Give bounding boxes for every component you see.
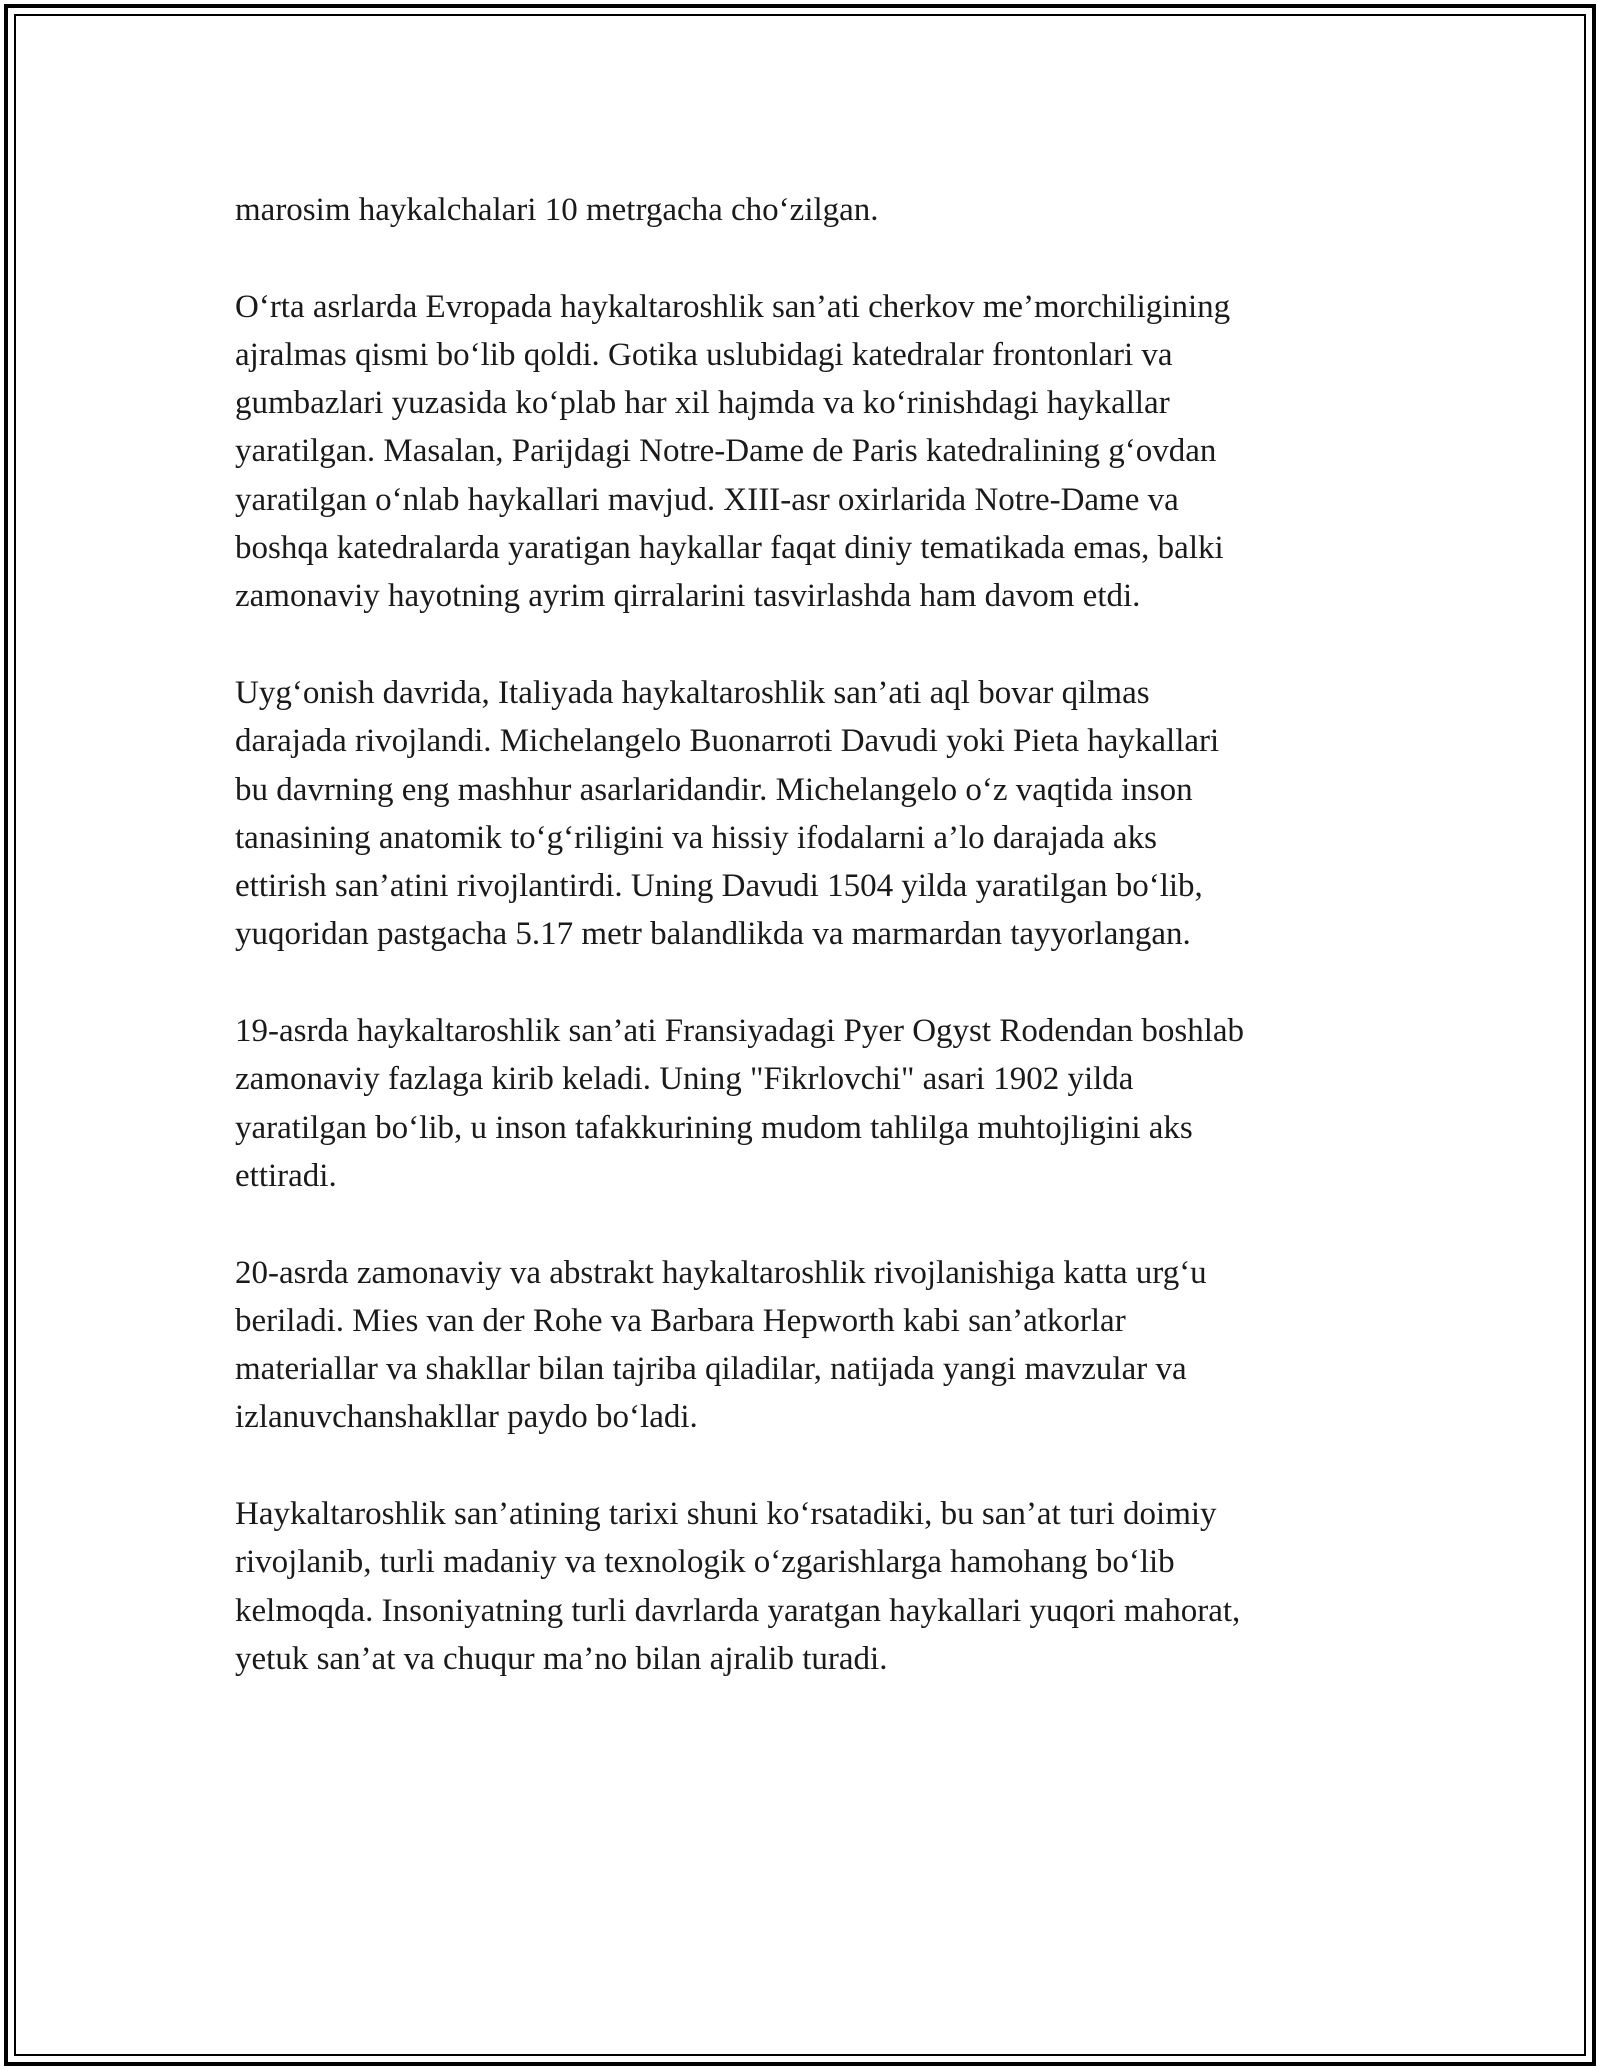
paragraph: [235, 186, 1375, 234]
text-line: marosim haykalchalari 10 metrgacha cho‘zilgan.: [235, 192, 879, 228]
text-line: O‘rta asrlarda Evropada haykaltaroshlik san’ati cherkov me’morchiligining: [235, 288, 1231, 325]
text-line: darajada rivojlandi. Michelangelo Buonarroti Davudi yoki Pieta haykallari: [235, 723, 1220, 760]
text-line: yaratilgan. Masalan, Parijdagi Notre-Dame de Paris katedralining g‘ovdan: [235, 433, 1217, 470]
paragraph: [235, 1007, 1375, 1200]
text-line: tanasining anatomik to‘g‘riligini va hissiy ifodalarni a’lo darajada aks: [235, 819, 1157, 856]
text-line: Uyg‘onish davrida, Italiyada haykaltaroshlik san’ati aql bovar qilmas: [235, 674, 1150, 711]
text-line: beriladi. Mies van der Rohe va Barbara Hepworth kabi san’atkorlar: [235, 1302, 1126, 1339]
text-line: ajralmas qismi bo‘lib qoldi. Gotika uslubidagi katedralar frontonlari va: [235, 336, 1173, 373]
text-line: bu davrning eng mashhur asarlaridandir. Michelangelo o‘z vaqtida inson: [235, 771, 1193, 808]
text-line: ettirish san’atini rivojlantirdi. Uning Davudi 1504 yilda yaratilgan bo‘lib,: [235, 868, 1203, 905]
text-line: izlanuvchanshakllar paydo bo‘ladi.: [235, 1399, 698, 1436]
text-line: boshqa katedralarda yaratigan haykallar faqat diniy tematikada emas, balki: [235, 530, 1224, 567]
text-line: yaratilgan bo‘lib, u inson tafakkurining mudom tahlilga muhtojligini aks: [235, 1109, 1193, 1146]
text-line: kelmoqda. Insoniyatning turli davrlarda yaratgan haykallari yuqori mahorat,: [235, 1592, 1241, 1629]
text-line: 19-asrda haykaltaroshlik san’ati Fransiyadagi Pyer Ogyst Rodendan boshlab: [235, 1013, 1245, 1050]
text-line: zamonaviy fazlaga kirib keladi. Uning "Fikrlovchi" asari 1902 yilda: [235, 1061, 1134, 1098]
text-line: Haykaltaroshlik san’atining tarixi shuni ko‘rsatadiki, bu san’at turi doimiy: [235, 1496, 1217, 1533]
text-line: yaratilgan o‘nlab haykallari mavjud. XIII-asr oxirlarida Notre-Dame va: [235, 481, 1179, 518]
document-body: [235, 186, 1375, 1732]
text-line: zamonaviy hayotning ayrim qirralarini tasvirlashda ham davom etdi.: [235, 578, 1141, 615]
paragraph: [235, 283, 1375, 621]
text-line: yuqoridan pastgacha 5.17 metr balandlikda va marmardan tayyorlangan.: [235, 916, 1191, 953]
text-line: yetuk san’at va chuqur ma’no bilan ajralib turadi.: [235, 1640, 888, 1677]
paragraph: [235, 1249, 1375, 1442]
text-line: ettiradi.: [235, 1157, 337, 1194]
paragraph: [235, 669, 1375, 959]
text-line: gumbazlari yuzasida ko‘plab har xil hajmda va ko‘rinishdagi haykallar: [235, 385, 1170, 422]
text-line: 20-asrda zamonaviy va abstrakt haykaltaroshlik rivojlanishiga katta urg‘u: [235, 1254, 1207, 1291]
paragraph: [235, 1490, 1375, 1683]
text-line: materiallar va shakllar bilan tajriba qiladilar, natijada yangi mavzular va: [235, 1351, 1187, 1388]
text-line: rivojlanib, turli madaniy va texnologik o‘zgarishlarga hamohang bo‘lib: [235, 1544, 1175, 1581]
